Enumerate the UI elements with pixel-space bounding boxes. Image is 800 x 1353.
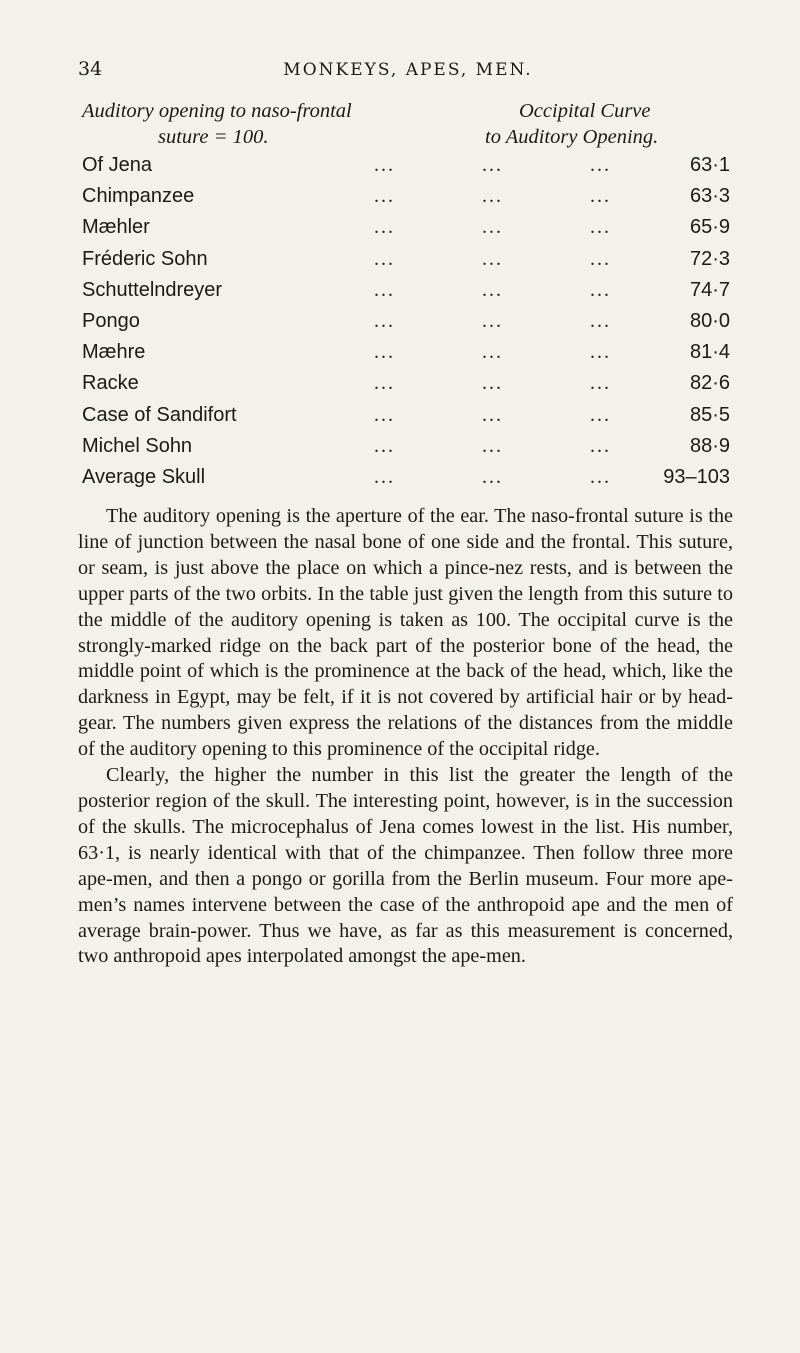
leader-dots: ... [482, 247, 503, 270]
row-value: 74·7 [689, 278, 730, 301]
leader-dots: ... [374, 434, 395, 457]
table-row [82, 183, 730, 214]
leader-dots: ... [482, 341, 503, 364]
row-value: 93–103 [663, 465, 730, 488]
row-name: Of Jena [82, 154, 153, 176]
leader-dots: ... [374, 185, 395, 208]
paragraph: Clearly, the higher the number in this list the greater the length of the posterior region of the skull. The interesting point, however, is in the succession of the skulls. The microcephalus of Jena comes lowest in the list. His number, 63·1, is nearly identical with that of the chimpanzee. Then follow three more ape-men, and then a pongo or gorilla from the Berlin museum. Four more ape-men’s names intervene between the case of the anthropoid ape and the men of average brain-power. Thus we have, as far as this measurement is concerned, two anthropoid apes interpolated amongst the ape-men. [78, 764, 733, 968]
row-name: Schuttelndreyer [82, 278, 223, 301]
running-title: MONKEYS, APES, MEN. [283, 60, 533, 80]
table-row [82, 308, 730, 339]
right-heading-line1: Occipital Curve [519, 100, 651, 122]
row-value: 72·3 [689, 247, 730, 270]
table-row [82, 370, 730, 401]
row-name: Chimpanzee [82, 185, 195, 208]
body-text [78, 504, 733, 970]
table-row [82, 433, 730, 464]
leader-dots: ... [590, 403, 611, 426]
row-value: 65·9 [689, 216, 730, 239]
row-name: Average Skull [82, 465, 206, 488]
left-heading-line1: Auditory opening to naso-frontal [82, 100, 352, 122]
leader-dots: ... [482, 465, 503, 488]
row-value: 63·1 [689, 154, 730, 176]
leader-dots: ... [374, 278, 395, 301]
leader-dots: ... [590, 247, 611, 270]
row-name: Case of Sandifort [82, 403, 237, 426]
table-row [82, 214, 730, 245]
row-name: Racke [82, 372, 139, 395]
table-row [82, 152, 730, 183]
table-row [82, 339, 730, 370]
leader-dots: ... [374, 372, 395, 395]
skull-measurement-table [82, 152, 730, 495]
paragraph: The auditory opening is the aperture of the ear. The naso-frontal suture is the line of junction between the nasal bone of one side and the frontal. This suture, or seam, is just above the place on which a pince-nez rests, and is between the upper parts of the two orbits. In the table just given the length from this suture to the middle of the auditory opening is taken as 100. The occipital curve is the strongly-marked ridge on the back part of the posterior bone of the head, the middle point of which is the prominence at the back of the head, which, like the darkness in Egypt, may be felt, if it is not covered by artificial hair or by head-gear. The numbers given express the relations of the distances from the middle of the auditory opening to this prominence of the occipital ridge. [78, 505, 733, 761]
row-name: Fréderic Sohn [82, 247, 208, 270]
leader-dots: ... [374, 216, 395, 239]
leader-dots: ... [590, 309, 611, 332]
leader-dots: ... [482, 434, 503, 457]
row-value: 85·5 [689, 403, 730, 426]
left-column-heading [82, 98, 412, 150]
leader-dots: ... [590, 341, 611, 364]
left-heading-line2: suture = 100. [158, 126, 269, 148]
leader-dots: ... [590, 185, 611, 208]
leader-dots: ... [374, 309, 395, 332]
row-value: 80·0 [689, 309, 730, 332]
leader-dots: ... [482, 309, 503, 332]
leader-dots: ... [374, 403, 395, 426]
leader-dots: ... [590, 372, 611, 395]
leader-dots: ... [374, 247, 395, 270]
leader-dots: ... [374, 154, 395, 176]
table-row [82, 246, 730, 277]
row-name: Mæhre [82, 341, 146, 364]
leader-dots: ... [482, 154, 503, 176]
row-name: Pongo [82, 309, 140, 332]
page-number: 34 [78, 58, 103, 80]
row-name: Mæhler [82, 216, 150, 239]
right-heading-line2: to Auditory Opening. [485, 126, 659, 148]
leader-dots: ... [482, 278, 503, 301]
leader-dots: ... [590, 465, 611, 488]
table-row [82, 277, 730, 308]
page-header [78, 58, 738, 88]
leader-dots: ... [590, 154, 611, 176]
leader-dots: ... [374, 341, 395, 364]
row-value: 81·4 [689, 341, 730, 364]
leader-dots: ... [482, 372, 503, 395]
leader-dots: ... [590, 434, 611, 457]
leader-dots: ... [482, 216, 503, 239]
leader-dots: ... [482, 403, 503, 426]
leader-dots: ... [482, 185, 503, 208]
leader-dots: ... [374, 465, 395, 488]
right-column-heading [485, 98, 785, 150]
leader-dots: ... [590, 278, 611, 301]
row-value: 88·9 [689, 434, 730, 457]
row-name: Michel Sohn [82, 434, 193, 457]
table-row [82, 402, 730, 433]
leader-dots: ... [590, 216, 611, 239]
table-row [82, 464, 730, 495]
row-value: 82·6 [689, 372, 730, 395]
row-value: 63·3 [689, 185, 730, 208]
